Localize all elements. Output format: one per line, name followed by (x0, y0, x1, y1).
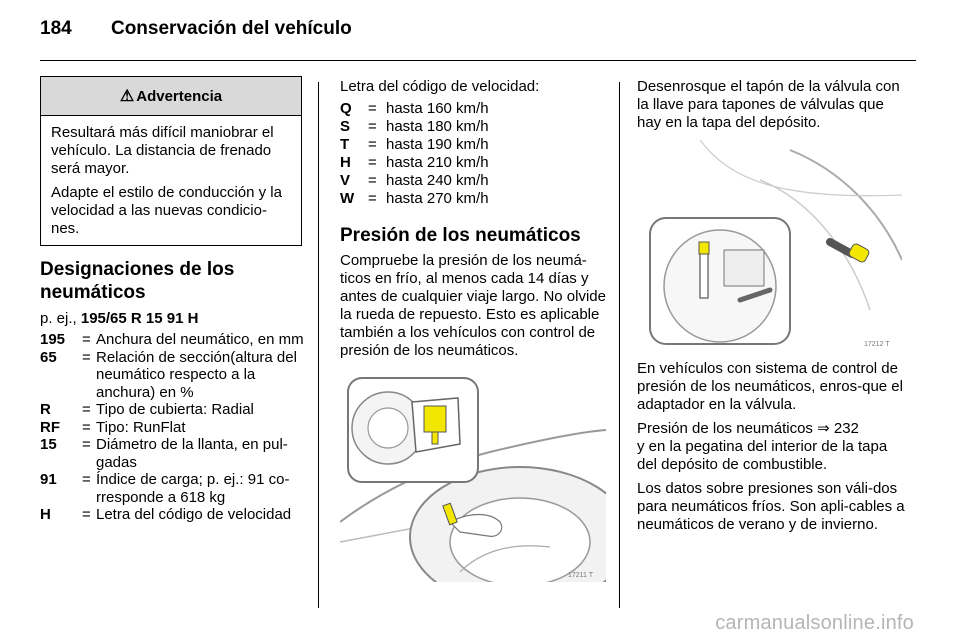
warning-box (40, 76, 302, 246)
definition-text: Letra del código de velocidad (96, 506, 292, 523)
right-column-lower (637, 360, 909, 534)
definition-equals: = (82, 471, 91, 488)
definition-key: H (340, 154, 351, 171)
pressure-text: Compruebe la presión de los neumá-ticos en frío, al menos cada 14 días y antes de cualquier viaje largo. No olvide la rueda de repuesto. Esto es aplicable también a los vehículos con control de presión de los neumáticos. (340, 252, 606, 359)
speed-codes-section (340, 78, 606, 360)
definition-equals: = (82, 506, 91, 523)
definition-key: 65 (40, 348, 57, 366)
page-number: 184 (40, 18, 72, 39)
definition-equals: = (82, 331, 91, 348)
designations-section (40, 258, 304, 524)
right-column (637, 78, 907, 132)
definition-text: Tipo de cubierta: Radial (96, 401, 254, 418)
designations-heading: Designaciones de los neumáticos (40, 259, 235, 303)
definition-text: hasta 240 km/h (386, 172, 489, 189)
definition-key: S (340, 118, 351, 135)
pressure-heading: Presión de los neumáticos (340, 225, 581, 246)
designations-example (40, 310, 304, 328)
figure2-label: 17212 T (864, 341, 890, 348)
definition-key: RF (40, 418, 60, 436)
pressure-reference-suffix: y en la pegatina del interior de la tapa del depósito de combustible. (637, 438, 888, 473)
designations-list (40, 331, 304, 524)
definition-text: hasta 180 km/h (386, 118, 489, 135)
tpms-paragraph: En vehículos con sistema de control de presión de los neumáticos, enros-que el adaptador en la válvula. (637, 360, 903, 413)
warning-title: Advertencia (136, 87, 223, 105)
figure-valve-cap-wrench (640, 140, 902, 350)
definition-key: 91 (40, 471, 57, 488)
definition-text: Diámetro de la llanta, en pul-gadas (96, 436, 288, 471)
definition-key: W (340, 190, 355, 207)
definition-equals: = (82, 418, 91, 436)
definition-key: T (340, 136, 350, 153)
page-title: Conservación del vehículo (110, 18, 352, 39)
column-divider-2 (619, 82, 620, 608)
valve-cap-instructions: Desenrosque el tapón de la válvula con la llave para tapones de válvulas que hay en la tapa del depósito. (637, 78, 900, 131)
warning-body (41, 116, 301, 238)
figure-valve-check (340, 372, 606, 582)
example-code: 195/65 R 15 91 H (80, 310, 199, 327)
definition-equals: = (368, 154, 377, 171)
definition-key: V (340, 172, 351, 189)
definition-key: 15 (40, 436, 57, 453)
definition-equals: = (368, 172, 377, 189)
page-reference-link[interactable]: 232 (833, 420, 859, 437)
page-reference-arrow-icon: ⇒ (817, 420, 830, 437)
definition-text: hasta 210 km/h (386, 154, 489, 171)
definition-equals: = (82, 348, 91, 366)
definition-equals: = (368, 100, 377, 117)
definition-equals: = (82, 436, 91, 453)
definition-equals: = (368, 136, 377, 153)
speed-codes-intro: Letra del código de velocidad: (340, 78, 540, 95)
figure1-label: 17211 T (568, 572, 594, 579)
definition-text: Índice de carga; p. ej.: 91 co-rresponde a 618 kg (96, 471, 290, 506)
warning-paragraph: Resultará más difícil maniobrar el vehículo. La distancia de frenado será mayor. (51, 124, 274, 177)
pressure-reference-prefix: Presión de los neumáticos (637, 420, 818, 437)
definition-text: hasta 270 km/h (386, 190, 489, 207)
pressure-reference-paragraph (637, 420, 909, 474)
warning-triangle-icon: ⚠ (119, 88, 135, 105)
example-prefix: p. ej., (40, 310, 81, 327)
column-divider-1 (318, 82, 319, 608)
cold-tyre-paragraph: Los datos sobre presiones son váli-dos para neumáticos fríos. Son apli-cables a neumáticos de verano y de invierno. (637, 480, 905, 533)
definition-key: Q (340, 100, 352, 117)
definition-text: Tipo: RunFlat (96, 418, 186, 436)
page-header (40, 18, 352, 40)
definition-text: hasta 190 km/h (386, 136, 489, 153)
definition-equals: = (368, 118, 377, 135)
definition-equals: = (82, 401, 91, 418)
definition-text: Anchura del neumático, en mm (96, 331, 304, 348)
header-rule (40, 60, 916, 61)
definition-key: 195 (40, 331, 66, 348)
warning-header (41, 77, 301, 116)
warning-paragraph: Adapte el estilo de conducción y la velocidad a las nuevas condicio-nes. (51, 184, 282, 237)
watermark: carmanualsonline.info (715, 612, 914, 634)
definition-text: Relación de sección(altura del neumático respecto a la anchura) en % (96, 348, 297, 401)
definition-text: hasta 160 km/h (386, 100, 489, 117)
definition-key: H (40, 506, 51, 523)
speed-codes-list (340, 100, 606, 208)
definition-equals: = (368, 190, 377, 207)
definition-key: R (40, 401, 51, 418)
